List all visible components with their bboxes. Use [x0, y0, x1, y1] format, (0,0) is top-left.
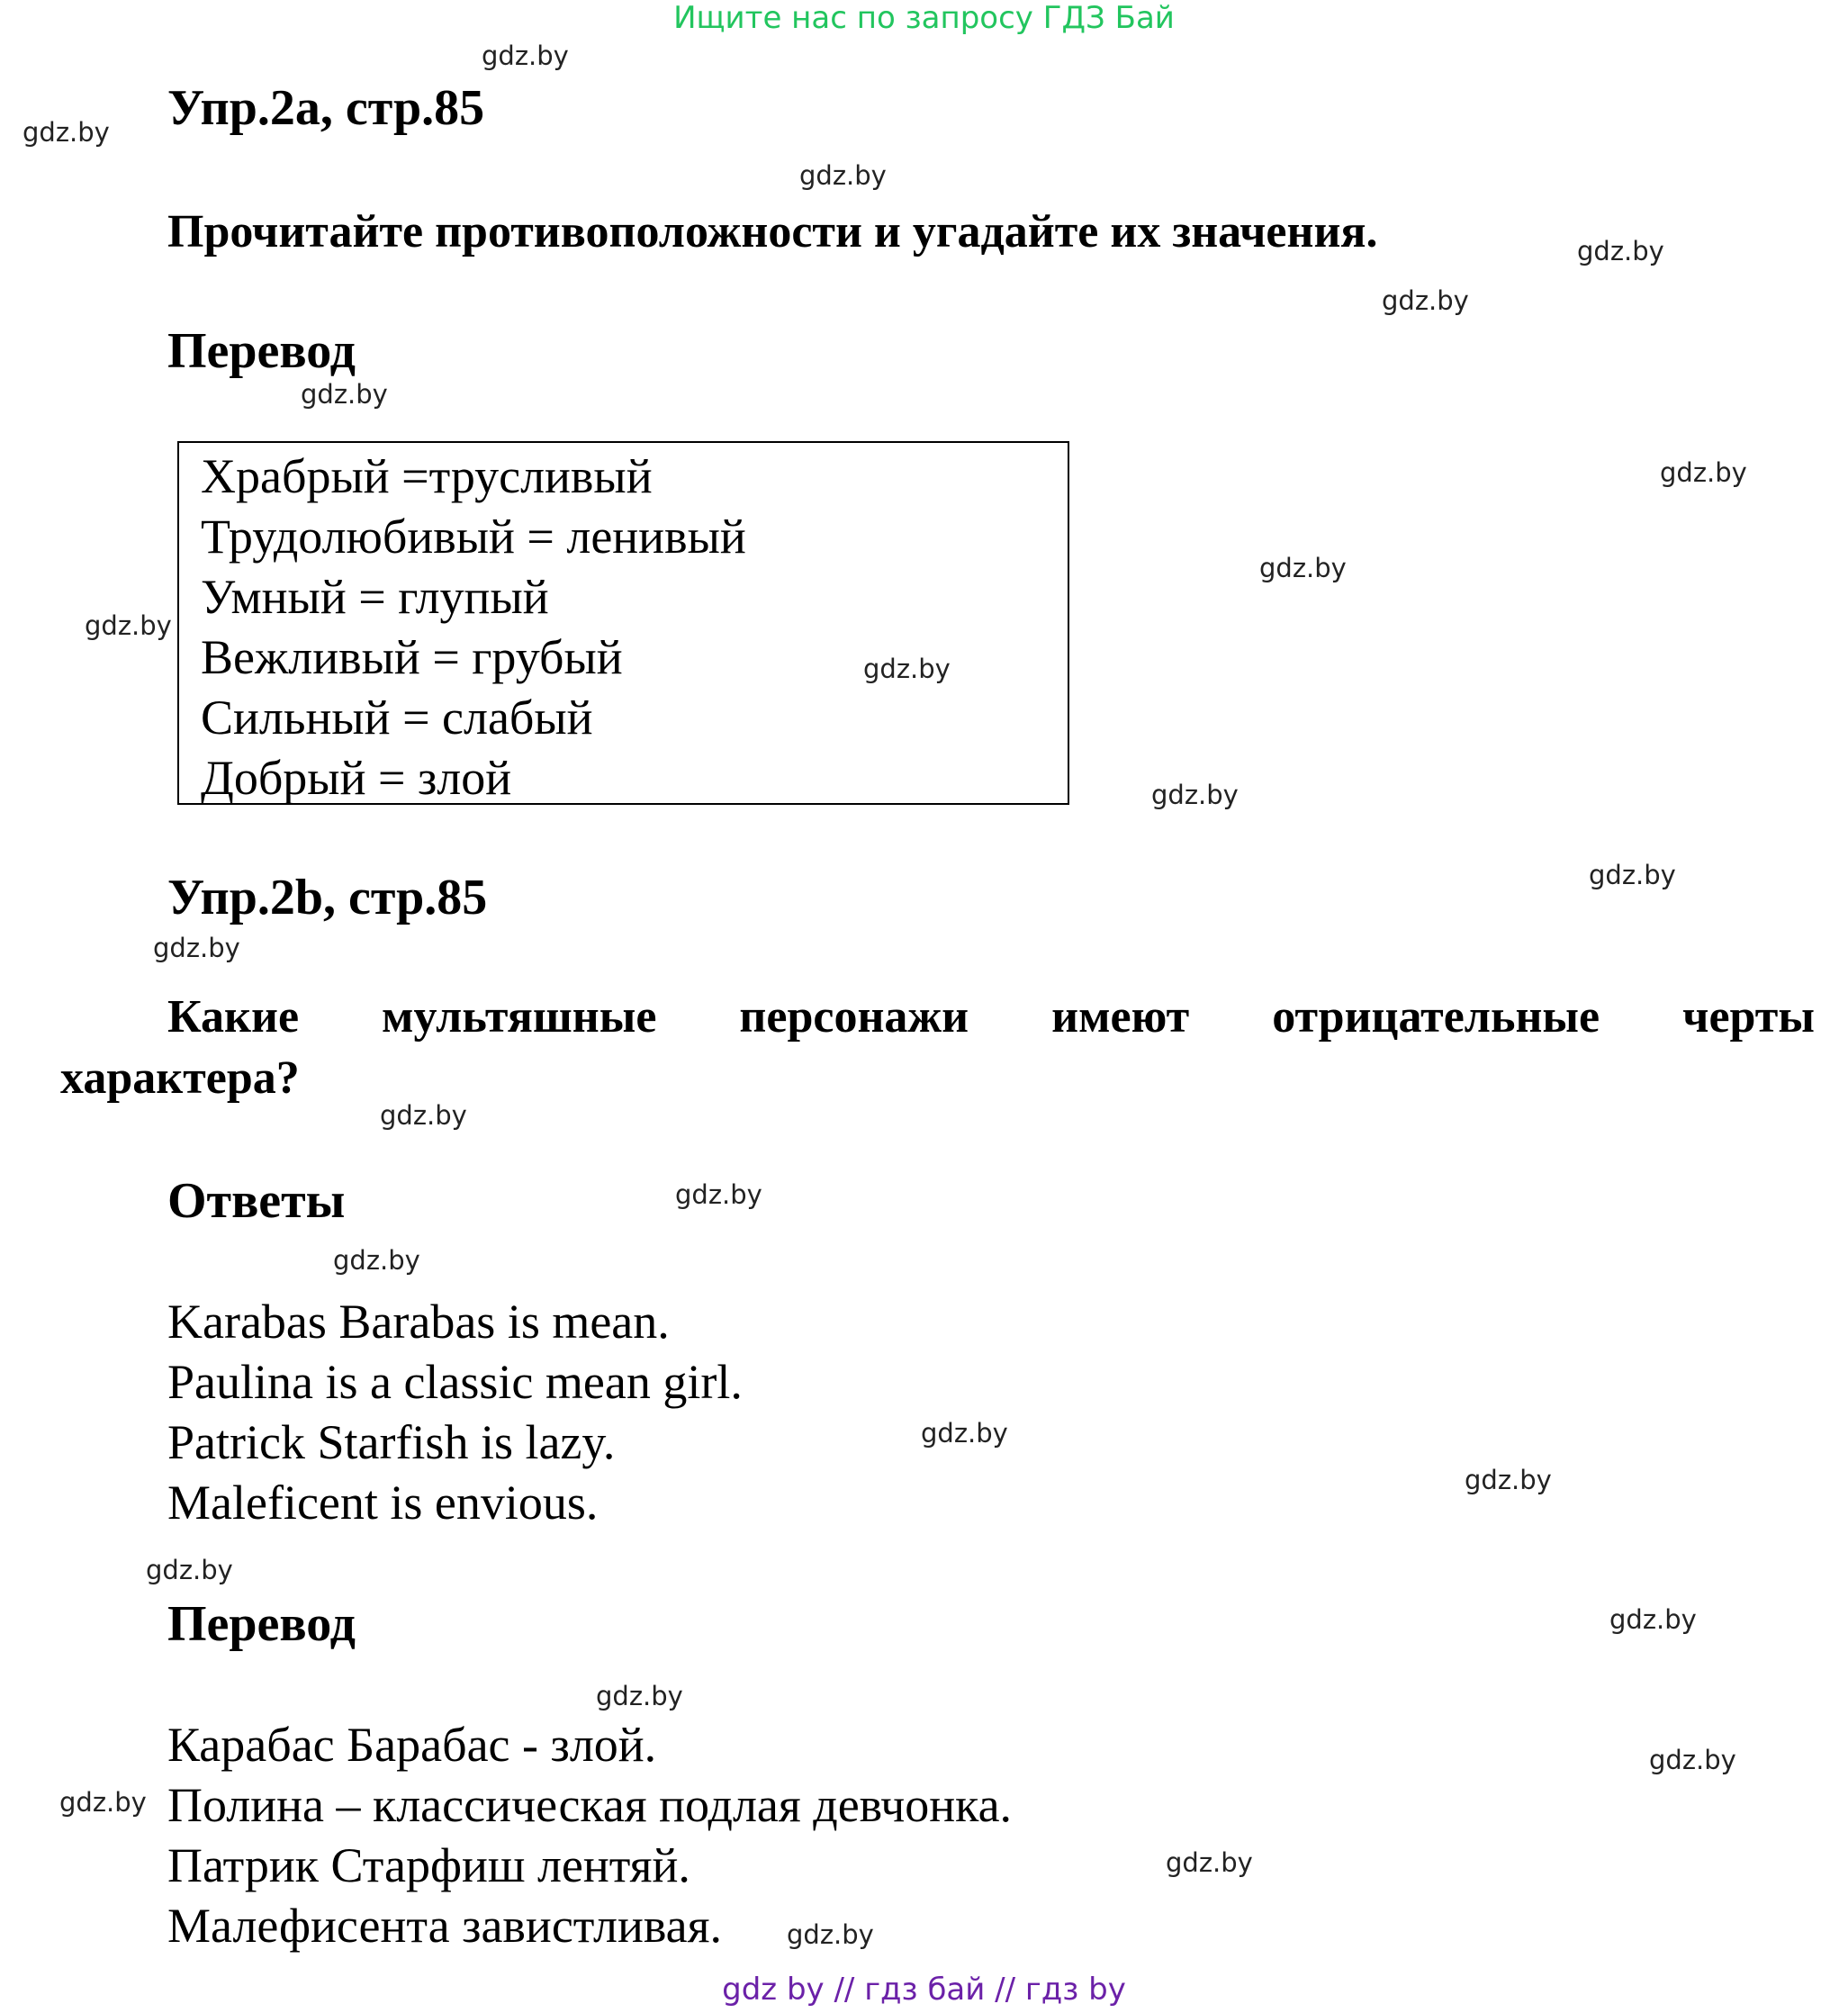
exercise-2a-translation-heading: Перевод: [167, 323, 356, 379]
answer-line: Paulina is a classic mean girl.: [167, 1355, 743, 1409]
exercise-2b-title: Упр.2b, стр.85: [167, 870, 488, 925]
watermark: gdz.by: [1649, 1745, 1736, 1775]
question-word: Какие: [167, 991, 300, 1043]
watermark: gdz.by: [863, 654, 951, 684]
answer-line: Karabas Barabas is mean.: [167, 1295, 670, 1349]
exercise-2b-translation-heading: Перевод: [167, 1596, 356, 1652]
watermark: gdz.by: [482, 41, 569, 71]
watermark: gdz.by: [1151, 780, 1239, 810]
watermark: gdz.by: [301, 379, 388, 410]
question-word: черты: [1682, 991, 1815, 1043]
translation-line: Карабас Барабас - злой.: [167, 1718, 657, 1772]
watermark: gdz.by: [333, 1245, 420, 1276]
watermark: gdz.by: [85, 610, 172, 641]
opposite-pair: Умный = глупый: [201, 570, 549, 624]
watermark: gdz.by: [675, 1179, 762, 1210]
watermark: gdz.by: [787, 1919, 874, 1950]
watermark: gdz.by: [1660, 457, 1747, 488]
translation-line: Полина – классическая подлая девчонка.: [167, 1778, 1013, 1832]
watermark: gdz.by: [153, 933, 240, 963]
exercise-2b-question: [167, 990, 1815, 1043]
watermark: gdz.by: [1589, 860, 1676, 890]
watermark: gdz.by: [146, 1555, 233, 1585]
opposite-pair: Вежливый = грубый: [201, 630, 623, 684]
watermark: gdz.by: [380, 1100, 467, 1131]
watermark: gdz.by: [921, 1418, 1008, 1449]
watermark: gdz.by: [1465, 1465, 1552, 1495]
question-word: имеют: [1051, 991, 1190, 1043]
watermark: gdz.by: [1259, 553, 1347, 583]
exercise-2b-question-end: характера?: [60, 1052, 300, 1104]
answer-line: Maleficent is envious.: [167, 1476, 599, 1530]
opposite-pair: Добрый = злой: [201, 751, 512, 805]
top-banner: Ищите нас по запросу ГДЗ Бай: [673, 0, 1175, 36]
watermark: gdz.by: [596, 1681, 683, 1711]
translation-line: Малефисента завистливая.: [167, 1899, 722, 1953]
answer-line: Patrick Starfish is lazy.: [167, 1415, 616, 1469]
opposites-box: [177, 441, 1069, 805]
watermark: gdz.by: [59, 1787, 147, 1818]
opposite-pair: Трудолюбивый = ленивый: [201, 510, 746, 564]
translation-line: Патрик Старфиш лентяй.: [167, 1838, 690, 1892]
exercise-2a-instruction: Прочитайте противоположности и угадайте их значения.: [167, 206, 1378, 257]
watermark: gdz.by: [1577, 236, 1664, 266]
watermark: gdz.by: [799, 160, 887, 191]
question-word: мультяшные: [382, 991, 657, 1043]
opposite-pair: Сильный = слабый: [201, 691, 593, 745]
watermark: gdz.by: [1609, 1604, 1697, 1635]
answers-heading: Ответы: [167, 1173, 346, 1229]
watermark: gdz.by: [23, 117, 110, 148]
opposite-pair: Храбрый =трусливый: [201, 449, 653, 503]
question-word: отрицательные: [1272, 991, 1600, 1043]
watermark: gdz.by: [1166, 1847, 1253, 1878]
footer-links: gdz by // гдз бай // гдз by: [722, 1972, 1126, 2008]
question-word: персонажи: [739, 991, 969, 1043]
watermark: gdz.by: [1382, 285, 1469, 316]
exercise-2a-title: Упр.2а, стр.85: [167, 80, 485, 136]
